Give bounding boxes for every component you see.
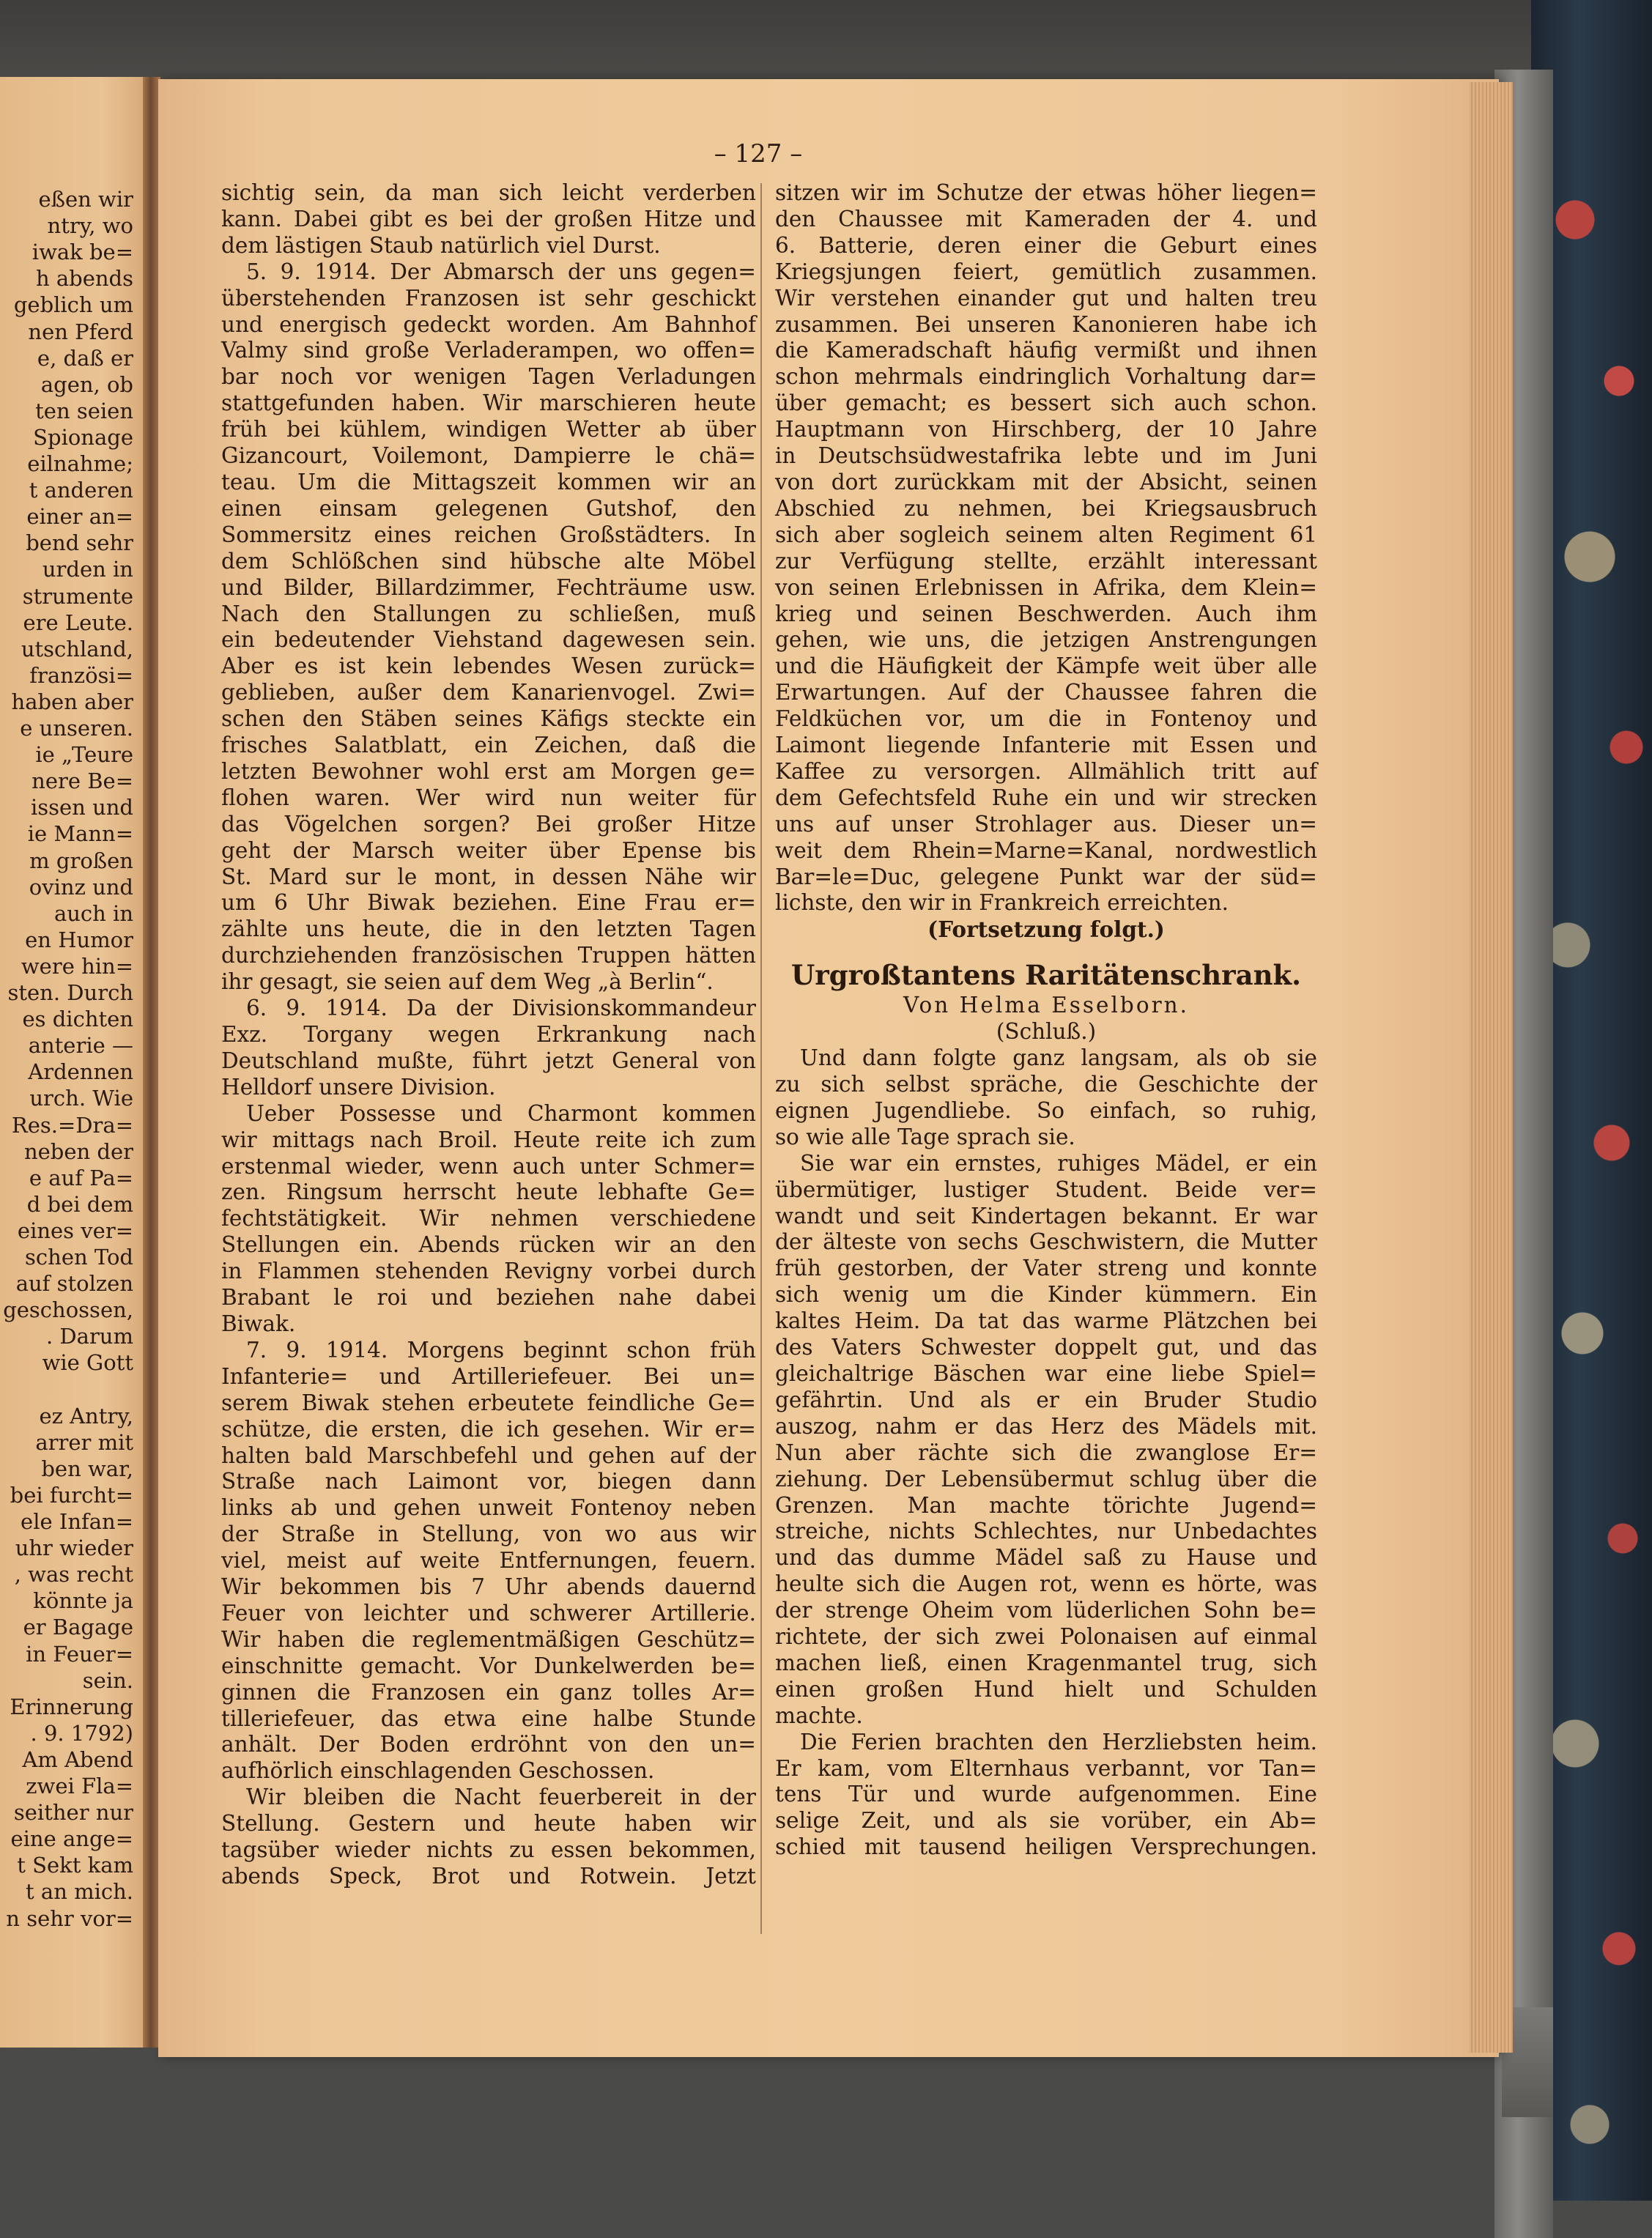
text-line: Hauptmann von Hirschberg, der 10 Jahre <box>775 417 1317 442</box>
text-line: Grenzen. Man machte törichte Jugend= <box>775 1492 1317 1518</box>
text-line: Von Helma Esselborn. <box>903 993 1190 1018</box>
previous-page-line: ie Mann= <box>27 821 133 847</box>
text-line: von seinen Erlebnissen in Afrika, dem Klein= <box>775 574 1317 600</box>
text-line: Laimont liegende Infanterie mit Essen und <box>775 733 1317 758</box>
previous-page-line: t an mich. <box>26 1879 133 1905</box>
text-line: ihr gesagt, sie seien auf dem Weg „à Berlin“. <box>221 969 714 995</box>
page-number: – 127 – <box>714 139 803 168</box>
text-line: der strenge Oheim vom lüderlichen Sohn be= <box>775 1598 1317 1623</box>
text-line: Biwak. <box>221 1311 296 1336</box>
text-line: Wir bleiben die Nacht feuerbereit in der <box>246 1785 756 1810</box>
text-line: zählte uns heute, die in den letzten Tagen <box>221 916 756 942</box>
text-line: und das dumme Mädel saß zu Hause und <box>775 1545 1317 1571</box>
text-line: und die Häufigkeit der Kämpfe weit über alle <box>775 653 1317 679</box>
text-line: Wir verstehen einander gut und halten treu <box>775 285 1317 311</box>
text-line: früh bei kühlem, windigen Wetter ab über <box>221 417 756 442</box>
text-line: sich wenig um die Kinder kümmern. Ein <box>775 1282 1317 1308</box>
previous-page-line: e, daß er <box>37 345 133 371</box>
text-line: Feldküchen vor, um die in Fontenoy und <box>775 706 1317 732</box>
previous-page-line: Ardennen <box>28 1059 133 1085</box>
text-line: flohen waren. Wer wird nun weiter für <box>221 785 756 810</box>
text-line: Wir bekommen bis 7 Uhr abends dauernd <box>221 1574 756 1600</box>
text-line: der älteste von sechs Geschwistern, die Mutter <box>775 1229 1317 1255</box>
text-line: serem Biwak stehen erbeutete feindliche Ge= <box>221 1390 756 1415</box>
previous-page-line: zwei Fla= <box>26 1774 133 1798</box>
text-line: schon mehrmals eindringlich Vorhaltung dar= <box>775 364 1317 390</box>
previous-page-line: ere Leute. <box>23 609 133 635</box>
previous-page-line: e auf Pa= <box>29 1165 133 1190</box>
previous-page-line: d bei dem <box>26 1191 133 1217</box>
previous-page-line: urden in <box>42 557 133 582</box>
previous-page-line: sein. <box>82 1667 133 1693</box>
previous-page-line: anterie — <box>28 1033 133 1059</box>
previous-page-line: n sehr vor= <box>6 1905 133 1931</box>
text-line: Nun aber rächte sich die zwanglose Er= <box>775 1439 1317 1465</box>
text-line: kann. Dabei gibt es bei der großen Hitze und <box>221 206 756 231</box>
text-column-right <box>775 180 1317 1861</box>
text-line: von dort zurückkam mit der Absicht, seinen <box>775 469 1317 494</box>
column-divider <box>760 183 762 1934</box>
previous-page-fragment <box>0 77 147 2048</box>
text-line: stattgefunden haben. Wir marschieren heute <box>221 390 756 416</box>
previous-page-line: geschossen, <box>3 1297 133 1323</box>
previous-page-line: ie „Teure <box>35 742 133 768</box>
text-line: durchziehenden französischen Truppen hätten <box>221 943 756 968</box>
text-line: (Fortsetzung folgt.) <box>927 916 1165 943</box>
previous-page-line: Am Abend <box>22 1746 133 1772</box>
text-line: Erwartungen. Auf der Chaussee fahren die <box>775 680 1317 705</box>
text-line: übermütiger, lustiger Student. Beide ver= <box>775 1177 1317 1202</box>
text-line: sitzen wir im Schutze der etwas höher liegen= <box>775 180 1317 205</box>
text-line: zusammen. Bei unseren Kanonieren habe ich <box>775 311 1317 337</box>
text-line: viel, meist auf weite Entfernungen, feuern. <box>221 1548 756 1574</box>
text-line: der Straße in Stellung, von wo aus wir <box>221 1522 756 1547</box>
previous-page-line: Erinnerung <box>10 1694 133 1719</box>
previous-page-line: eine ange= <box>10 1826 133 1852</box>
text-line: sich aber sogleich seinem alten Regiment 61 <box>775 522 1317 547</box>
previous-page-line: m großen <box>29 848 133 873</box>
text-line: aufhörlich einschlagenden Geschossen. <box>221 1758 655 1784</box>
text-line: (Schluß.) <box>996 1019 1097 1045</box>
text-line: wir mittags nach Broil. Heute reite ich zum <box>221 1127 756 1152</box>
text-line: kaltes Heim. Da tat das warme Plätzchen bei <box>775 1308 1317 1334</box>
text-line: dem lästigen Staub natürlich viel Durst. <box>221 232 661 258</box>
text-line: Brabant le roi und beziehen nahe dabei <box>221 1285 756 1311</box>
text-line: einen großen Hund hielt und Schulden <box>775 1676 1317 1702</box>
text-line: fechtstätigkeit. Wir nehmen verschiedene <box>221 1206 756 1231</box>
text-line: Deutschland mußte, führt jetzt General von <box>221 1048 756 1073</box>
text-line: frisches Salatblatt, ein Zeichen, daß die <box>221 733 756 758</box>
text-line: Valmy sind große Verladerampen, wo offen= <box>221 338 756 363</box>
text-line: gleichaltrige Bäschen war eine liebe Spiel= <box>775 1360 1317 1386</box>
previous-page-line: eßen wir <box>38 187 133 212</box>
previous-page-line: . 9. 1792) <box>30 1720 133 1746</box>
previous-page-line: agen, ob <box>40 371 133 397</box>
text-line: schen den Stäben seines Käfigs steckte ein <box>221 706 756 732</box>
text-line: die Kameradschaft häufig vermißt und ihnen <box>775 338 1317 363</box>
text-line: den Chaussee mit Kameraden der 4. und <box>775 206 1317 231</box>
previous-page-line: en Humor <box>25 927 133 952</box>
text-line: 7. 9. 1914. Morgens beginnt schon früh <box>246 1337 756 1363</box>
text-line: gefährtin. Und als er ein Bruder Studio <box>775 1387 1317 1412</box>
previous-page-line: t Sekt kam <box>17 1853 133 1878</box>
text-line: 5. 9. 1914. Der Abmarsch der uns gegen= <box>246 259 756 284</box>
text-line: Und dann folgte ganz langsam, als ob sie <box>800 1045 1317 1071</box>
text-line: Aber es ist kein lebendes Wesen zurück= <box>221 653 756 679</box>
text-line: Die Ferien brachten den Herzliebsten heim. <box>800 1729 1317 1755</box>
previous-page-line: urch. Wie <box>29 1086 133 1111</box>
text-line: früh gestorben, der Vater streng und konnte <box>775 1256 1317 1281</box>
text-line: zur Verfügung stellte, erzählt interessant <box>775 548 1317 574</box>
text-column-left <box>221 180 756 1890</box>
previous-page-line: eilnahme; <box>27 451 133 476</box>
text-line: Wir haben die reglementmäßigen Geschütz= <box>221 1626 756 1652</box>
text-line: St. Mard sur le mont, in dessen Nähe wir <box>221 864 756 889</box>
previous-page-line: eines ver= <box>17 1218 133 1243</box>
previous-page-line: iwak be= <box>32 240 133 265</box>
text-line: erstenmal wieder, wenn auch unter Schmer= <box>221 1153 756 1179</box>
text-line: Infanterie= und Artilleriefeuer. Bei un= <box>221 1363 756 1389</box>
text-line: ginnen die Franzosen ein ganz tolles Ar= <box>221 1679 756 1705</box>
text-line: 6. Batterie, deren einer die Geburt eines <box>775 232 1317 258</box>
text-line: streiche, nichts Schlechtes, nur Unbedachtes <box>775 1519 1317 1544</box>
previous-page-line: könnte ja <box>33 1588 133 1614</box>
previous-page-line: haben aber <box>11 689 133 714</box>
text-line: zen. Ringsum herrscht heute lebhafte Ge= <box>221 1179 756 1205</box>
previous-page-line: auch in <box>53 900 133 926</box>
previous-page-line: neben der <box>23 1138 133 1164</box>
previous-page-line: ntry, wo <box>47 213 133 239</box>
text-line: Exz. Torgany wegen Erkrankung nach <box>221 1022 756 1047</box>
previous-page-line: t anderen <box>29 478 133 503</box>
text-line: halten bald Marschbefehl und gehen auf der <box>221 1442 756 1468</box>
text-line: machen ließ, einen Kragenmantel trug, sich <box>775 1650 1317 1675</box>
text-line: auszog, nahm er das Herz des Mädels mit. <box>775 1413 1317 1439</box>
previous-page-line: ben war, <box>41 1456 133 1481</box>
previous-page-line: , was recht <box>14 1562 133 1587</box>
text-line: tagsüber wieder nichts zu essen bekommen, <box>221 1837 756 1863</box>
text-line: Stellung. Gestern und heute haben wir <box>221 1811 756 1837</box>
previous-page-line: ez Antry, <box>39 1403 133 1429</box>
text-line: und Bilder, Billardzimmer, Fechträume usw. <box>221 574 756 600</box>
text-line: Er kam, vom Elternhaus verbannt, vor Tan= <box>775 1755 1317 1781</box>
text-line: Bar=le=Duc, gelegene Punkt war der süd= <box>775 864 1317 889</box>
previous-page-line: nere Be= <box>32 768 133 794</box>
previous-page-line: sten. Durch <box>7 980 133 1005</box>
previous-page-line: e unseren. <box>20 716 133 741</box>
text-line: einschnitte gemacht. Vor Dunkelwerden be= <box>221 1653 756 1678</box>
text-line: schütze, die ersten, die ich gesehen. Wir er= <box>221 1416 756 1442</box>
text-line: selige Zeit, und als sie vorüber, ein Ab= <box>775 1808 1317 1834</box>
text-line: Ueber Possesse und Charmont kommen <box>246 1100 756 1126</box>
text-line: geht der Marsch weiter über Epense bis <box>221 837 756 863</box>
previous-page-line: Res.=Dra= <box>11 1112 133 1138</box>
text-line: Nach den Stallungen zu schließen, muß <box>221 601 756 626</box>
text-line: ziehung. Der Lebensübermut schlug über die <box>775 1466 1317 1492</box>
previous-page-line: nen Pferd <box>28 319 133 344</box>
text-line: sichtig sein, da man sich leicht verderben <box>221 180 756 205</box>
text-line: Kaffee zu versorgen. Allmählich tritt auf <box>775 758 1317 784</box>
text-line: richtete, der sich zwei Polonaisen auf einmal <box>775 1624 1317 1650</box>
previous-page-line: issen und <box>30 795 133 820</box>
previous-page-line: geblich um <box>13 292 133 318</box>
text-line: gehen, wie uns, die jetzigen Anstrengungen <box>775 627 1317 653</box>
text-line: machte. <box>775 1702 863 1728</box>
text-line: tens Tür und wurde aufgenommen. Eine <box>775 1782 1317 1807</box>
text-line: uns auf unser Strohlager aus. Dieser un= <box>775 811 1317 837</box>
text-line: so wie alle Tage sprach sie. <box>775 1124 1075 1149</box>
text-line: und energisch gedeckt worden. Am Bahnhof <box>221 311 756 337</box>
text-line: Stellungen ein. Abends rücken wir an den <box>221 1232 756 1258</box>
previous-page-line: . Darum <box>45 1324 133 1349</box>
text-line: abends Speck, Brot und Rotwein. Jetzt <box>221 1864 756 1889</box>
text-line: einen einsam gelegenen Gutshof, den <box>221 495 756 521</box>
text-line: Urgroßtantens Raritätenschrank. <box>791 959 1301 992</box>
text-line: geblieben, außer dem Kanarienvogel. Zwi= <box>221 680 756 705</box>
previous-page-line: strumente <box>22 583 133 609</box>
previous-page-line: wie Gott <box>42 1350 133 1376</box>
previous-page-line: bend sehr <box>26 530 133 556</box>
previous-page-line: er Bagage <box>23 1615 133 1640</box>
text-line: überstehenden Franzosen ist sehr geschickt <box>221 285 756 311</box>
previous-page-line: in Feuer= <box>26 1641 133 1667</box>
text-line: heulte sich die Augen rot, wenn es hörte, was <box>775 1571 1317 1597</box>
previous-page-line: ele Infan= <box>21 1509 133 1534</box>
text-line: Abschied zu nehmen, bei Kriegsausbruch <box>775 495 1317 521</box>
text-line: über gemacht; es bessert sich auch schon. <box>775 390 1317 416</box>
previous-page-line: auf stolzen <box>15 1271 133 1297</box>
text-line: Sie war ein ernstes, ruhiges Mädel, er ein <box>800 1150 1317 1176</box>
text-line: in Flammen stehenden Revigny vorbei durch <box>221 1259 756 1284</box>
previous-page-line: ten seien <box>35 398 133 423</box>
text-line: dem Gefechtsfeld Ruhe ein und wir strecken <box>775 785 1317 810</box>
text-line: 6. 9. 1914. Da der Divisionskommandeur <box>246 996 756 1021</box>
text-line: letzten Bewohner wohl erst am Morgen ge= <box>221 758 756 784</box>
text-line: ein bedeutender Viehstand dagewesen sein. <box>221 627 756 653</box>
previous-page-line: were hin= <box>21 953 133 979</box>
text-line: krieg und seinen Beschwerden. Auch ihm <box>775 601 1317 626</box>
text-line: zu sich selbst spräche, die Geschichte der <box>775 1072 1317 1097</box>
previous-page-line: es dichten <box>22 1007 133 1032</box>
text-line: Feuer von leichter und schwerer Artillerie. <box>221 1600 756 1626</box>
previous-page-line: ovinz und <box>29 874 133 900</box>
previous-page-line: seither nur <box>13 1800 133 1826</box>
background-table <box>0 0 1652 81</box>
previous-page-line: Spionage <box>33 424 133 450</box>
text-line: in Deutschsüdwestafrika lebte und im Juni <box>775 443 1317 469</box>
previous-page-line: uhr wieder <box>15 1535 133 1561</box>
text-line: schied mit tausend heiligen Versprechungen. <box>775 1834 1317 1860</box>
previous-page-line: utschland, <box>21 636 133 662</box>
text-line: bar noch vor wenigen Tagen Verladungen <box>221 364 756 390</box>
text-line: weit dem Rhein=Marne=Kanal, nordwestlich <box>775 837 1317 863</box>
previous-page-line: arrer mit <box>35 1429 133 1455</box>
previous-page-line: französi= <box>29 662 133 688</box>
text-line: links ab und gehen unweit Fontenoy neben <box>221 1495 756 1521</box>
text-line: anhält. Der Boden erdröhnt von den un= <box>221 1732 756 1757</box>
text-line: Kriegsjungen feiert, gemütlich zusammen. <box>775 259 1317 284</box>
text-line: Sommersitz eines reichen Großstädters. In <box>221 522 756 547</box>
text-line: das Vögelchen sorgen? Bei großer Hitze <box>221 811 756 837</box>
text-line: wandt und seit Kindertagen bekannt. Er war <box>775 1203 1317 1229</box>
previous-page-line: schen Tod <box>25 1245 133 1270</box>
previous-page-line: einer an= <box>26 504 133 530</box>
text-line: lichste, den wir in Frankreich erreichten. <box>775 890 1229 916</box>
text-line: teau. Um die Mittagszeit kommen wir an <box>221 469 756 494</box>
text-line: eignen Jugendliebe. So einfach, so ruhig, <box>775 1097 1317 1123</box>
text-line: Helldorf unsere Division. <box>221 1074 496 1100</box>
text-line: Gizancourt, Voilemont, Dampierre le chä= <box>221 443 756 469</box>
text-line: tilleriefeuer, das etwa eine halbe Stunde <box>221 1705 756 1731</box>
text-line: um 6 Uhr Biwak beziehen. Eine Frau er= <box>221 890 756 916</box>
previous-page-line: h abends <box>35 266 133 292</box>
previous-page-line: bei furcht= <box>10 1482 133 1508</box>
text-line: dem Schlößchen sind hübsche alte Möbel <box>221 548 756 574</box>
page-edges <box>1469 82 1513 2053</box>
text-line: Straße nach Laimont vor, biegen dann <box>221 1469 756 1494</box>
text-line: des Vaters Schwester doppelt gut, und das <box>775 1335 1317 1360</box>
